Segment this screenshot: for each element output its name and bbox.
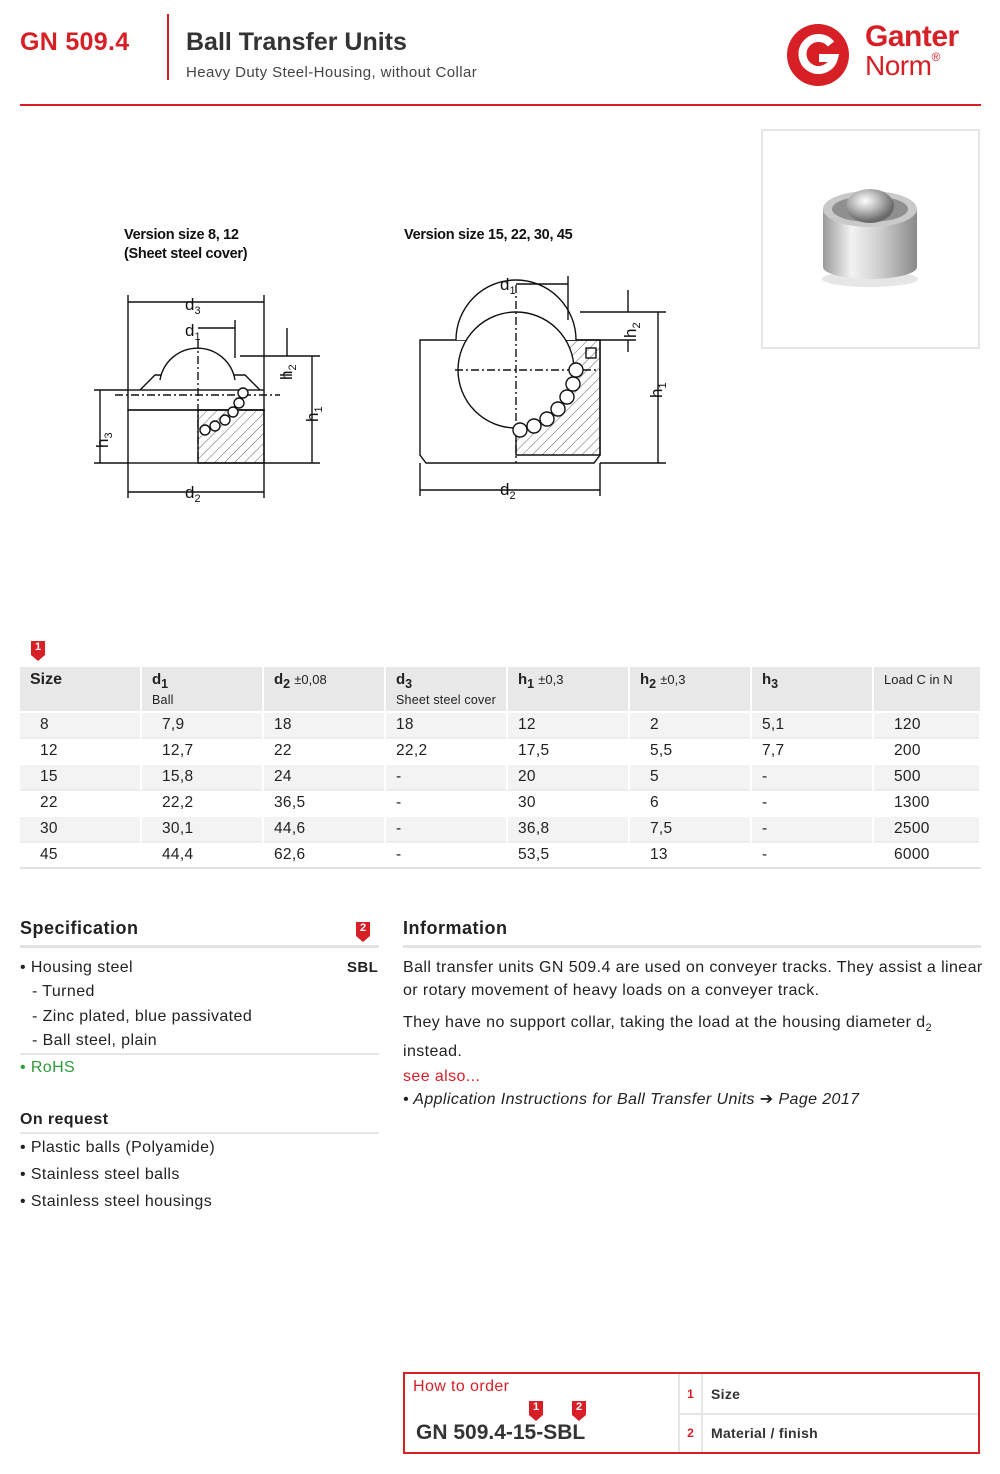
table-cell: 5,5 — [629, 738, 751, 764]
header-separator — [167, 14, 169, 80]
col-load: Load C in N — [873, 667, 980, 712]
spec-housing: • Housing steel — [20, 959, 133, 976]
spec-ball: - Ball steel, plain — [32, 1032, 157, 1049]
table-cell: 500 — [873, 764, 980, 790]
table-cell: 30,1 — [141, 816, 263, 842]
svg-text:d2: $d_2$ — [185, 483, 201, 505]
col-h3: $h_3$ — [751, 667, 873, 712]
spec-zinc: - Zinc plated, blue passivated — [32, 1008, 253, 1025]
svg-text:h2: $h_2$ — [277, 364, 299, 380]
order-item-2-num: 2 — [687, 1426, 694, 1440]
table-row — [20, 842, 980, 868]
dimensions-table — [20, 667, 981, 869]
table-cell: 15,8 — [141, 764, 263, 790]
table-cell: 6000 — [873, 842, 980, 868]
spec-rule — [20, 945, 379, 948]
table-cell: 13 — [629, 842, 751, 868]
page-subtitle: Heavy Duty Steel-Housing, without Collar — [186, 64, 478, 81]
how-to-order-title: How to order — [413, 1378, 510, 1395]
table-row — [20, 764, 980, 790]
table-cell: - — [751, 816, 873, 842]
table-cell: 7,5 — [629, 816, 751, 842]
svg-text:d2: $d_2$ — [500, 480, 516, 502]
table-cell: 8 — [20, 712, 141, 738]
header-rule — [20, 104, 981, 106]
order-code: GN 509.4-15-SBL — [416, 1421, 586, 1444]
table-cell: 36,5 — [263, 790, 385, 816]
table-row — [20, 790, 980, 816]
spec-rohs: • RoHS — [20, 1059, 76, 1076]
table-cell: 30 — [507, 790, 629, 816]
drawing-label-small: Version size 8, 12 (Sheet steel cover) — [124, 227, 248, 262]
svg-text:d1: $d_1$ — [185, 321, 201, 343]
specification-title: Specification — [20, 918, 139, 938]
application-instructions-link[interactable]: • Application Instructions for Ball Transfer Units ➔ Page 2017 — [403, 1091, 860, 1108]
svg-text:d1: $d_1$ — [500, 275, 516, 297]
order-item-1-num: 1 — [687, 1387, 694, 1401]
table-cell: 7,7 — [751, 738, 873, 764]
order-divider-h — [680, 1413, 978, 1415]
table-cell: - — [385, 842, 507, 868]
svg-text:h3: $h_3$ — [93, 432, 115, 448]
col-d1: $d_1$ Ball — [141, 667, 263, 712]
table-header-row — [20, 667, 980, 712]
information-title: Information — [403, 918, 508, 938]
info-paragraph-1: Ball transfer units GN 509.4 are used on conveyer tracks. They assist a linear or rotary movement of heavy loads on a conveyer track. — [403, 959, 983, 999]
table-cell: 1300 — [873, 790, 980, 816]
table-row — [20, 712, 980, 738]
table-cell: 120 — [873, 712, 980, 738]
svg-text:h1: $h_1$ — [647, 382, 669, 398]
drawing-large-version — [400, 270, 680, 510]
table-cell: 44,6 — [263, 816, 385, 842]
table-cell: 44,4 — [141, 842, 263, 868]
svg-text:h1: $h_1$ — [303, 406, 325, 422]
table-cell: 22 — [20, 790, 141, 816]
table-cell: 53,5 — [507, 842, 629, 868]
table-cell: - — [385, 764, 507, 790]
spec-divider — [20, 1053, 379, 1055]
table-cell: 15 — [20, 764, 141, 790]
table-cell: - — [751, 842, 873, 868]
ball-transfer-unit-image — [763, 131, 978, 347]
info-paragraph-2: They have no support collar, taking the load at the housing diameter $d_2$ instead. — [403, 1014, 933, 1061]
drawing-label-large: Version size 15, 22, 30, 45 — [404, 227, 573, 243]
table-cell: 6 — [629, 790, 751, 816]
table-cell: 5,1 — [751, 712, 873, 738]
svg-text:h2: $h_2$ — [621, 322, 643, 338]
see-also-label: see also... — [403, 1068, 481, 1085]
drawing-small-version — [80, 280, 340, 510]
table-cell: 17,5 — [507, 738, 629, 764]
info-rule — [403, 945, 981, 948]
table-cell: - — [385, 816, 507, 842]
table-cell: 7,9 — [141, 712, 263, 738]
svg-text:d3: $d_3$ — [185, 295, 201, 317]
request-plastic: • Plastic balls (Polyamide) — [20, 1139, 216, 1156]
request-stainless-balls: • Stainless steel balls — [20, 1166, 180, 1183]
table-cell: 36,8 — [507, 816, 629, 842]
spec-badge-number: 2 — [359, 922, 367, 934]
order-badge-1-number: 1 — [532, 1401, 540, 1413]
table-cell: 18 — [385, 712, 507, 738]
how-to-order-box — [403, 1372, 980, 1454]
ganter-norm-logo — [785, 20, 985, 90]
table-cell: 12,7 — [141, 738, 263, 764]
spec-code: SBL — [347, 959, 379, 976]
table-cell: 2500 — [873, 816, 980, 842]
table-cell: 12 — [20, 738, 141, 764]
on-request-title: On request — [20, 1111, 109, 1128]
product-photo — [761, 129, 980, 349]
table-body — [20, 712, 980, 868]
order-badge-2-number: 2 — [575, 1401, 583, 1413]
table-cell: 30 — [20, 816, 141, 842]
table-badge-number: 1 — [34, 641, 42, 653]
table-cell: 24 — [263, 764, 385, 790]
page-title: Ball Transfer Units — [186, 28, 407, 56]
table-row — [20, 816, 980, 842]
request-stainless-housings: • Stainless steel housings — [20, 1193, 213, 1210]
on-request-rule — [20, 1132, 379, 1134]
table-cell: 200 — [873, 738, 980, 764]
table-cell: - — [751, 764, 873, 790]
table-cell: 12 — [507, 712, 629, 738]
logo-text-norm: Norm® — [865, 50, 940, 81]
table-cell: - — [385, 790, 507, 816]
order-item-2-label: Material / finish — [711, 1425, 819, 1441]
col-d3: $d_3$ Sheet steel cover — [385, 667, 507, 712]
table-row — [20, 738, 980, 764]
table-cell: 45 — [20, 842, 141, 868]
col-d2: $d_2 \pm 0,08$ — [263, 667, 385, 712]
table-cell: 5 — [629, 764, 751, 790]
col-h1: $h_1 \pm 0,3$ — [507, 667, 629, 712]
table-cell: 20 — [507, 764, 629, 790]
product-code: GN 509.4 — [20, 28, 130, 56]
spec-turned: - Turned — [32, 983, 95, 1000]
col-h2: $h_2 \pm 0,3$ — [629, 667, 751, 712]
table-cell: 22 — [263, 738, 385, 764]
table-cell: 22,2 — [141, 790, 263, 816]
logo-g-icon — [785, 22, 851, 88]
order-item-1-label: Size — [711, 1386, 741, 1402]
table-cell: 2 — [629, 712, 751, 738]
table-cell: 62,6 — [263, 842, 385, 868]
table-cell: 22,2 — [385, 738, 507, 764]
logo-text-ganter: Ganter — [865, 20, 959, 53]
col-size: Size — [20, 667, 141, 712]
table-cell: - — [751, 790, 873, 816]
table-cell: 18 — [263, 712, 385, 738]
